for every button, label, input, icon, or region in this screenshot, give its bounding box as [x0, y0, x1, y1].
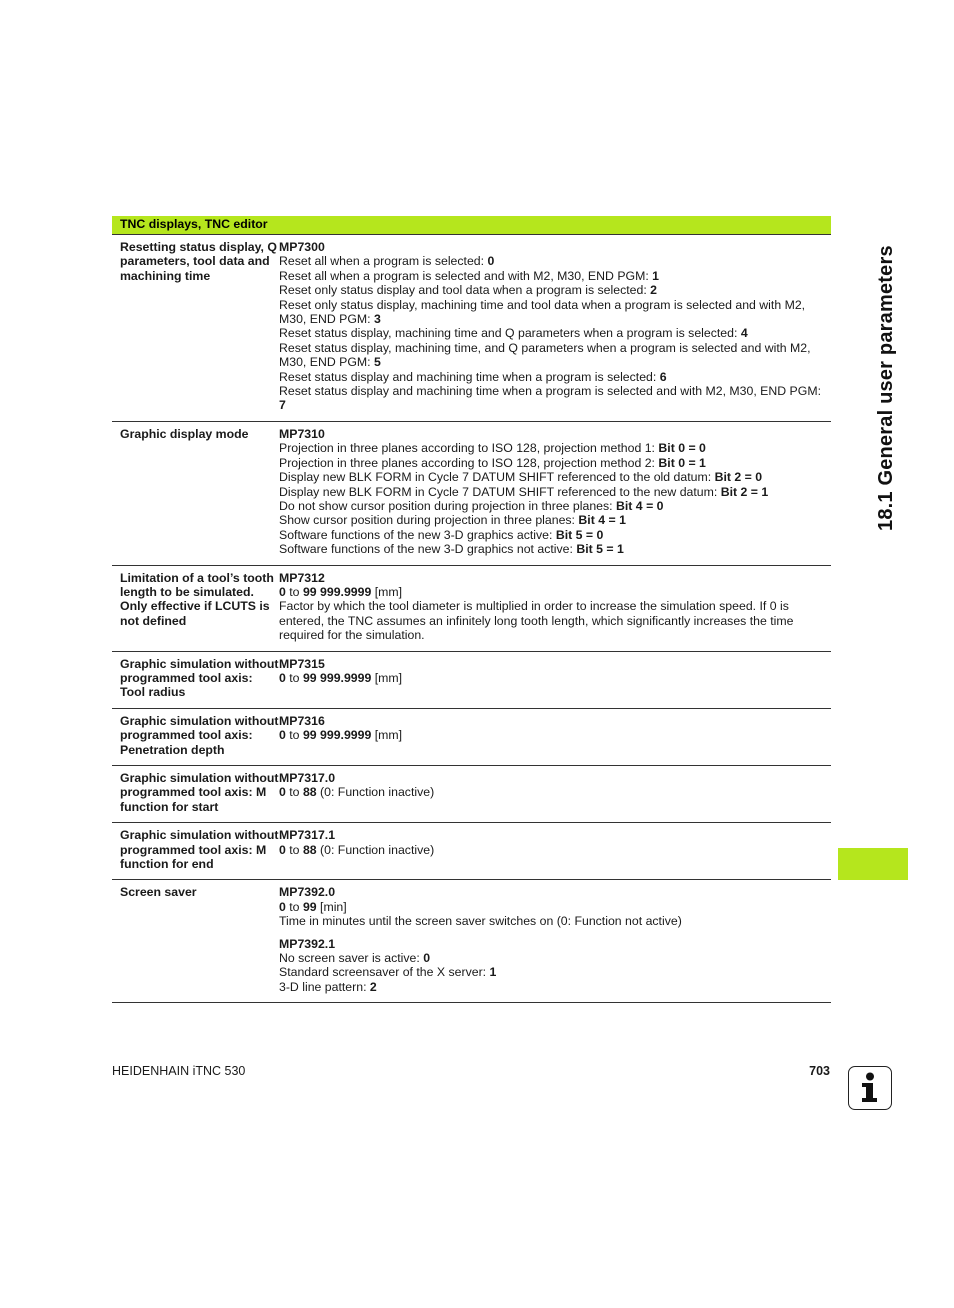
parameter-block	[279, 937, 827, 995]
parameter-label: Resetting status display, Q parameters, tool data and machining time	[112, 235, 279, 422]
machine-parameter-id: MP7300	[279, 240, 325, 254]
option-text: No screen saver is active:	[279, 951, 424, 966]
table-header-row	[112, 216, 831, 235]
page-number: 703	[809, 1064, 830, 1078]
parameter-option	[279, 599, 827, 642]
machine-parameter-id: MP7317.0	[279, 771, 336, 785]
option-value: Bit 0 = 1	[658, 455, 706, 470]
option-text: to	[285, 899, 303, 914]
option-value: 1	[652, 268, 660, 283]
option-value: 6	[659, 369, 667, 384]
parameter-option	[279, 980, 827, 994]
option-text: Reset status display, machining time, and Q parameters when a program is selected and with M2, M30, END PGM:	[279, 340, 811, 370]
option-text: Projection in three planes according to ISO 128, projection method 1:	[279, 441, 659, 456]
option-value: Bit 2 = 1	[720, 484, 769, 499]
machine-parameter-id: MP7392.1	[279, 936, 336, 951]
option-text: Display new BLK FORM in Cycle 7 DATUM SHIFT referenced to the old datum:	[279, 470, 715, 485]
option-value: 0	[487, 254, 495, 269]
option-value: 7	[279, 398, 286, 413]
option-value: Bit 5 = 0	[555, 527, 604, 542]
parameter-block	[279, 240, 827, 413]
option-text: Reset all when a program is selected:	[279, 254, 488, 269]
option-value: 0	[279, 785, 286, 800]
option-text: to	[285, 728, 303, 743]
table-row	[112, 421, 831, 565]
option-text: [mm]	[371, 670, 403, 685]
parameter-option	[279, 843, 827, 857]
parameter-option	[279, 370, 827, 384]
parameter-option	[279, 728, 827, 742]
option-text: to	[285, 785, 303, 800]
parameter-option	[279, 585, 827, 599]
parameter-option	[279, 254, 827, 268]
parameter-label: Graphic simulation without programmed tool axis: M function for start	[112, 766, 279, 823]
parameter-block	[279, 771, 827, 800]
parameter-option	[279, 326, 827, 340]
table-row	[112, 235, 831, 422]
option-value: 0	[279, 899, 286, 914]
option-text: 3-D line pattern:	[279, 979, 370, 994]
option-text: Standard screensaver of the X server:	[279, 965, 490, 980]
parameter-description	[279, 766, 831, 823]
option-text: Reset status display and machining time when a program is selected:	[279, 369, 660, 384]
machine-parameter-id: MP7312	[279, 570, 325, 585]
option-value: 4	[740, 326, 748, 341]
option-text: Reset status display, machining time and Q parameters when a program is selected:	[279, 326, 741, 341]
parameter-description	[279, 823, 831, 880]
option-value: 99 999.9999	[302, 728, 372, 743]
option-text: Display new BLK FORM in Cycle 7 DATUM SHIFT referenced to the new datum:	[279, 484, 721, 499]
option-value: 3	[373, 312, 381, 327]
table-header: TNC displays, TNC editor	[112, 216, 831, 235]
info-icon	[848, 1066, 892, 1110]
option-text: Software functions of the new 3-D graphics not active:	[279, 542, 577, 557]
parameter-description	[279, 651, 831, 708]
parameter-option	[279, 485, 827, 499]
parameter-block	[279, 571, 827, 643]
parameter-option	[279, 513, 827, 527]
parameter-description	[279, 421, 831, 565]
option-text: Reset only status display and tool data when a program is selected:	[279, 283, 651, 298]
table-row	[112, 708, 831, 765]
parameter-option	[279, 298, 827, 327]
table-row	[112, 651, 831, 708]
parameter-block	[279, 828, 827, 857]
option-text: (0: Function inactive)	[316, 842, 435, 857]
machine-parameter-id: MP7316	[279, 713, 325, 728]
option-value: 0	[279, 728, 286, 743]
table-row	[112, 766, 831, 823]
parameter-option	[279, 456, 827, 470]
machine-parameter-id: MP7315	[279, 656, 325, 671]
parameter-description	[279, 708, 831, 765]
parameter-option	[279, 283, 827, 297]
parameter-label: Limitation of a tool’s tooth length to be simulated. Only effective if LCUTS is not defined	[112, 565, 279, 651]
parameter-label: Graphic simulation without programmed tool axis: Tool radius	[112, 651, 279, 708]
parameter-table	[112, 216, 831, 1003]
option-value: 2	[650, 283, 658, 298]
parameter-option	[279, 951, 827, 965]
parameter-description	[279, 880, 831, 1003]
parameter-option	[279, 965, 827, 979]
machine-parameter-id: MP7317.1	[279, 828, 336, 843]
parameter-option	[279, 269, 827, 283]
chapter-tab	[838, 848, 908, 880]
footer-product-name: HEIDENHAIN iTNC 530	[112, 1064, 246, 1078]
option-value: Bit 4 = 1	[578, 513, 626, 528]
option-value: 99 999.9999	[302, 584, 372, 599]
option-text: Reset all when a program is selected and with M2, M30, END PGM:	[279, 268, 653, 283]
option-value: Bit 2 = 0	[714, 470, 763, 485]
option-value: 88	[302, 785, 317, 800]
option-value: 0	[279, 584, 286, 599]
option-value: 2	[369, 979, 377, 994]
parameter-description	[279, 565, 831, 651]
parameter-description	[279, 235, 831, 422]
option-value: 88	[302, 842, 317, 857]
table-row	[112, 880, 831, 1003]
parameter-option	[279, 528, 827, 542]
option-value: Bit 4 = 0	[616, 498, 664, 513]
parameter-option	[279, 542, 827, 556]
parameter-block	[279, 714, 827, 743]
option-value: 0	[423, 951, 431, 966]
parameter-label: Graphic simulation without programmed tool axis: Penetration depth	[112, 708, 279, 765]
parameter-option	[279, 914, 827, 928]
parameter-label: Screen saver	[112, 880, 279, 1003]
option-text: Show cursor position during projection in three planes:	[279, 513, 579, 528]
parameter-option	[279, 470, 827, 484]
option-text: Projection in three planes according to ISO 128, projection method 2:	[279, 455, 659, 470]
option-value: 0	[279, 842, 286, 857]
parameter-option	[279, 671, 827, 685]
parameter-option	[279, 441, 827, 455]
table-row	[112, 823, 831, 880]
option-text: Reset only status display, machining time and tool data when a program is selected and with M2, M30, END PGM:	[279, 297, 806, 327]
option-text: Software functions of the new 3-D graphics active:	[279, 527, 556, 542]
section-title-vertical: 18.1 General user parameters	[875, 245, 897, 531]
parameter-option	[279, 785, 827, 799]
option-text: to	[285, 842, 303, 857]
option-text: [min]	[316, 899, 347, 914]
parameter-option	[279, 341, 827, 370]
option-value: 1	[489, 965, 497, 980]
option-text: to	[285, 670, 303, 685]
table-row	[112, 565, 831, 651]
option-text: [mm]	[371, 584, 403, 599]
parameter-label: Graphic simulation without programmed tool axis: M function for end	[112, 823, 279, 880]
option-text: Factor by which the tool diameter is multiplied in order to increase the simulation speed. If 0 is entered, the TNC assumes an infinitely long tooth length, which significantly increases the time required for the simulation.	[279, 599, 794, 643]
option-value: Bit 0 = 0	[658, 441, 706, 456]
parameter-block	[279, 885, 827, 928]
option-text: Reset status display and machining time when a program is selected and with M2, M30, END PGM:	[279, 384, 821, 399]
option-value: 0	[279, 670, 286, 685]
machine-parameter-id: MP7392.0	[279, 885, 336, 900]
option-text: (0: Function inactive)	[316, 785, 435, 800]
parameter-option	[279, 499, 827, 513]
option-value: 99	[302, 899, 317, 914]
parameter-option	[279, 900, 827, 914]
parameter-label: Graphic display mode	[112, 421, 279, 565]
option-value: 5	[373, 355, 381, 370]
option-text: to	[285, 584, 303, 599]
parameter-block	[279, 657, 827, 686]
machine-parameter-id: MP7310	[279, 426, 325, 441]
parameter-option	[279, 384, 827, 413]
option-text: [mm]	[371, 728, 403, 743]
option-value: 99 999.9999	[302, 670, 372, 685]
option-value: Bit 5 = 1	[576, 542, 624, 557]
option-text: Time in minutes until the screen saver switches on (0: Function not active)	[279, 914, 682, 929]
parameter-block	[279, 427, 827, 557]
option-text: Do not show cursor position during projection in three planes:	[279, 498, 616, 513]
